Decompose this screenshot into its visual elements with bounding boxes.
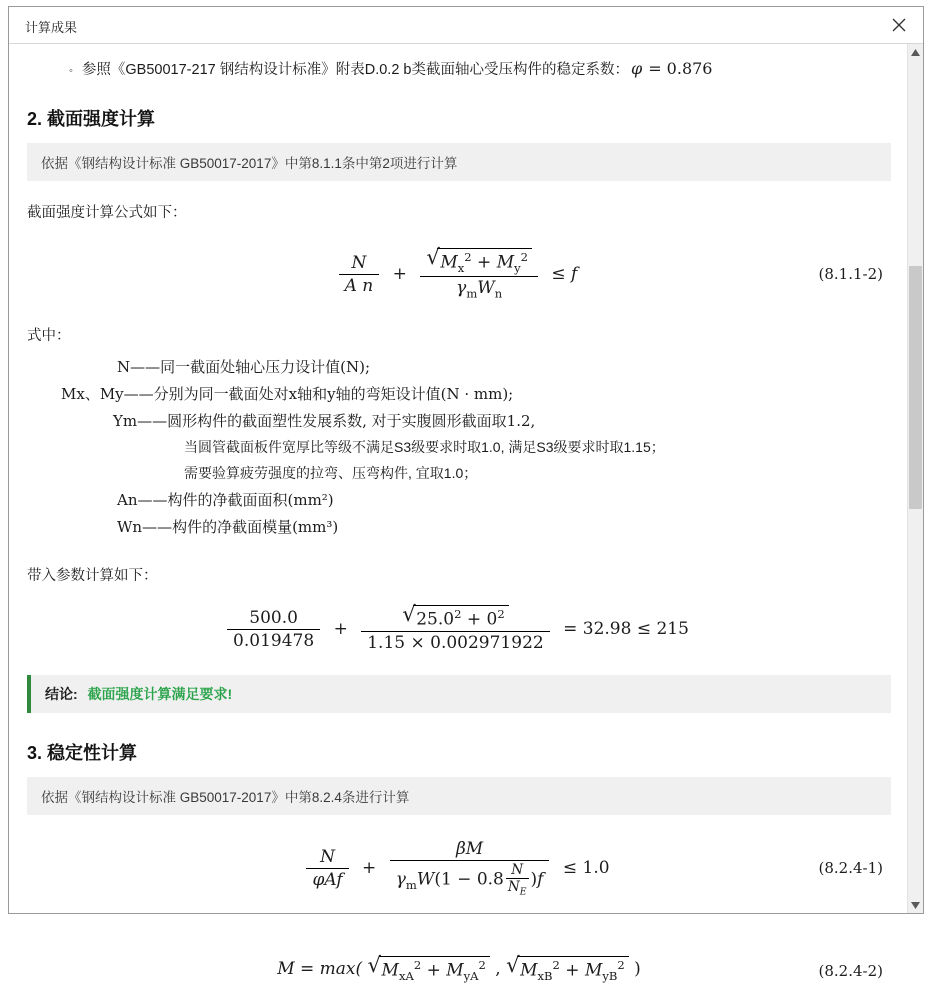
section-2-heading: 2. 截面强度计算 bbox=[27, 109, 156, 129]
scroll-down-arrow-icon[interactable] bbox=[908, 897, 923, 913]
section-2-note: 依据《钢结构设计标准 GB50017-2017》中第8.1.1条中第2项进行计算 bbox=[27, 143, 891, 181]
plus-operator: + bbox=[333, 618, 348, 639]
window-title: 计算成果 bbox=[25, 20, 78, 35]
relation: ≤ f bbox=[551, 263, 578, 284]
bullet-text: 参照《GB50017-217 钢结构设计标准》附表D.0.2 b类截面轴心受压构件的稳定系数： bbox=[81, 62, 629, 78]
phi-symbol: φ bbox=[630, 59, 643, 78]
formula-fraction-1: $\frac{N}{\text{A n}}$ bbox=[339, 253, 380, 296]
definition-item: An——构件的净截面面积(mm²) bbox=[117, 491, 334, 510]
formula-8112 bbox=[9, 248, 909, 300]
conclusion-value: 截面强度计算满足要求! bbox=[87, 686, 233, 703]
section-2-intro: 截面强度计算公式如下： bbox=[27, 205, 187, 221]
phi-value: = 0.876 bbox=[648, 59, 713, 78]
formula-fraction-2: √ $\frac{M_x^2 + M_y^2}{\gamma_mW_n}$ bbox=[420, 248, 538, 300]
list-item bbox=[9, 44, 909, 79]
equation-number: (8.1.1-2) bbox=[818, 265, 883, 284]
calc-fraction-1: $\frac{500.0}{0.019478}$ bbox=[227, 608, 320, 651]
formula-8241 bbox=[9, 839, 909, 898]
formula-8242 bbox=[9, 956, 909, 986]
calc-fraction-2: √ $\frac{25.0^2 + 0^2}{1.15 \times 0.002971922}$ bbox=[361, 605, 549, 653]
bullet-icon: ◦ bbox=[69, 65, 73, 77]
document-scroll-area[interactable] bbox=[9, 44, 923, 983]
document-body bbox=[9, 44, 909, 986]
equation-number: (8.2.4-1) bbox=[818, 859, 883, 878]
definition-item: 当圆管截面板件宽厚比等级不满足S3级要求时取1.0, 满足S3级要求时取1.15； bbox=[184, 439, 665, 456]
section-3-heading: 3. 稳定性计算 bbox=[27, 743, 138, 764]
definition-list bbox=[9, 353, 909, 540]
relation: ≤ 1.0 bbox=[562, 857, 610, 878]
scrollbar-thumb[interactable] bbox=[909, 266, 922, 509]
conclusion-bar-section-2 bbox=[27, 675, 891, 713]
eq2-sqrt-a: √ $M_{xA}^2 + M_{yA}^2$ bbox=[368, 956, 490, 983]
where-label: 式中： bbox=[27, 328, 71, 345]
calc-result: = 32.98 ≤ 215 bbox=[563, 618, 689, 639]
plus-operator: + bbox=[392, 263, 407, 284]
eq1-fraction-1: $\frac{N}{\text{φAf}}$ bbox=[306, 847, 348, 890]
definition-item: Mx、My——分别为同一截面处对x轴和y轴的弯矩设计值(N · mm); bbox=[61, 385, 514, 404]
eq2-lhs: M = max( bbox=[277, 958, 363, 979]
definition-item: Wn——构件的净截面模量(mm³) bbox=[117, 518, 339, 537]
vertical-scrollbar[interactable] bbox=[907, 44, 923, 913]
conclusion-label: 结论: bbox=[45, 686, 78, 703]
calc-intro: 带入参数计算如下： bbox=[27, 568, 158, 585]
eq2-comma: , bbox=[495, 958, 501, 979]
calculation-result-window bbox=[8, 6, 924, 983]
definition-item: Υm——圆形构件的截面塑性发展系数, 对于实腹圆形截面取1.2, bbox=[113, 412, 536, 431]
eq2-rhs: ) bbox=[634, 958, 641, 979]
plus-operator: + bbox=[362, 857, 377, 878]
equation-number: (8.2.4-2) bbox=[818, 961, 883, 980]
close-icon[interactable] bbox=[879, 9, 919, 41]
calc-formula bbox=[9, 605, 909, 653]
eq1-fraction-2: βM $\gamma_mW(1 - 0.8$ $\frac{N}{N_E}$ )f bbox=[390, 839, 550, 898]
section-3-note: 依据《钢结构设计标准 GB50017-2017》中第8.2.4条进行计算 bbox=[27, 777, 891, 815]
definition-item: 需要验算疲劳强度的拉弯、压弯构件, 宜取1.0； bbox=[184, 465, 478, 482]
definition-item: N——同一截面处轴心压力设计值(N); bbox=[117, 358, 371, 377]
scroll-up-arrow-icon[interactable] bbox=[908, 44, 923, 60]
window-titlebar bbox=[9, 7, 923, 44]
eq2-sqrt-b: √ $M_{xB}^2 + M_{yB}^2$ bbox=[506, 956, 629, 983]
